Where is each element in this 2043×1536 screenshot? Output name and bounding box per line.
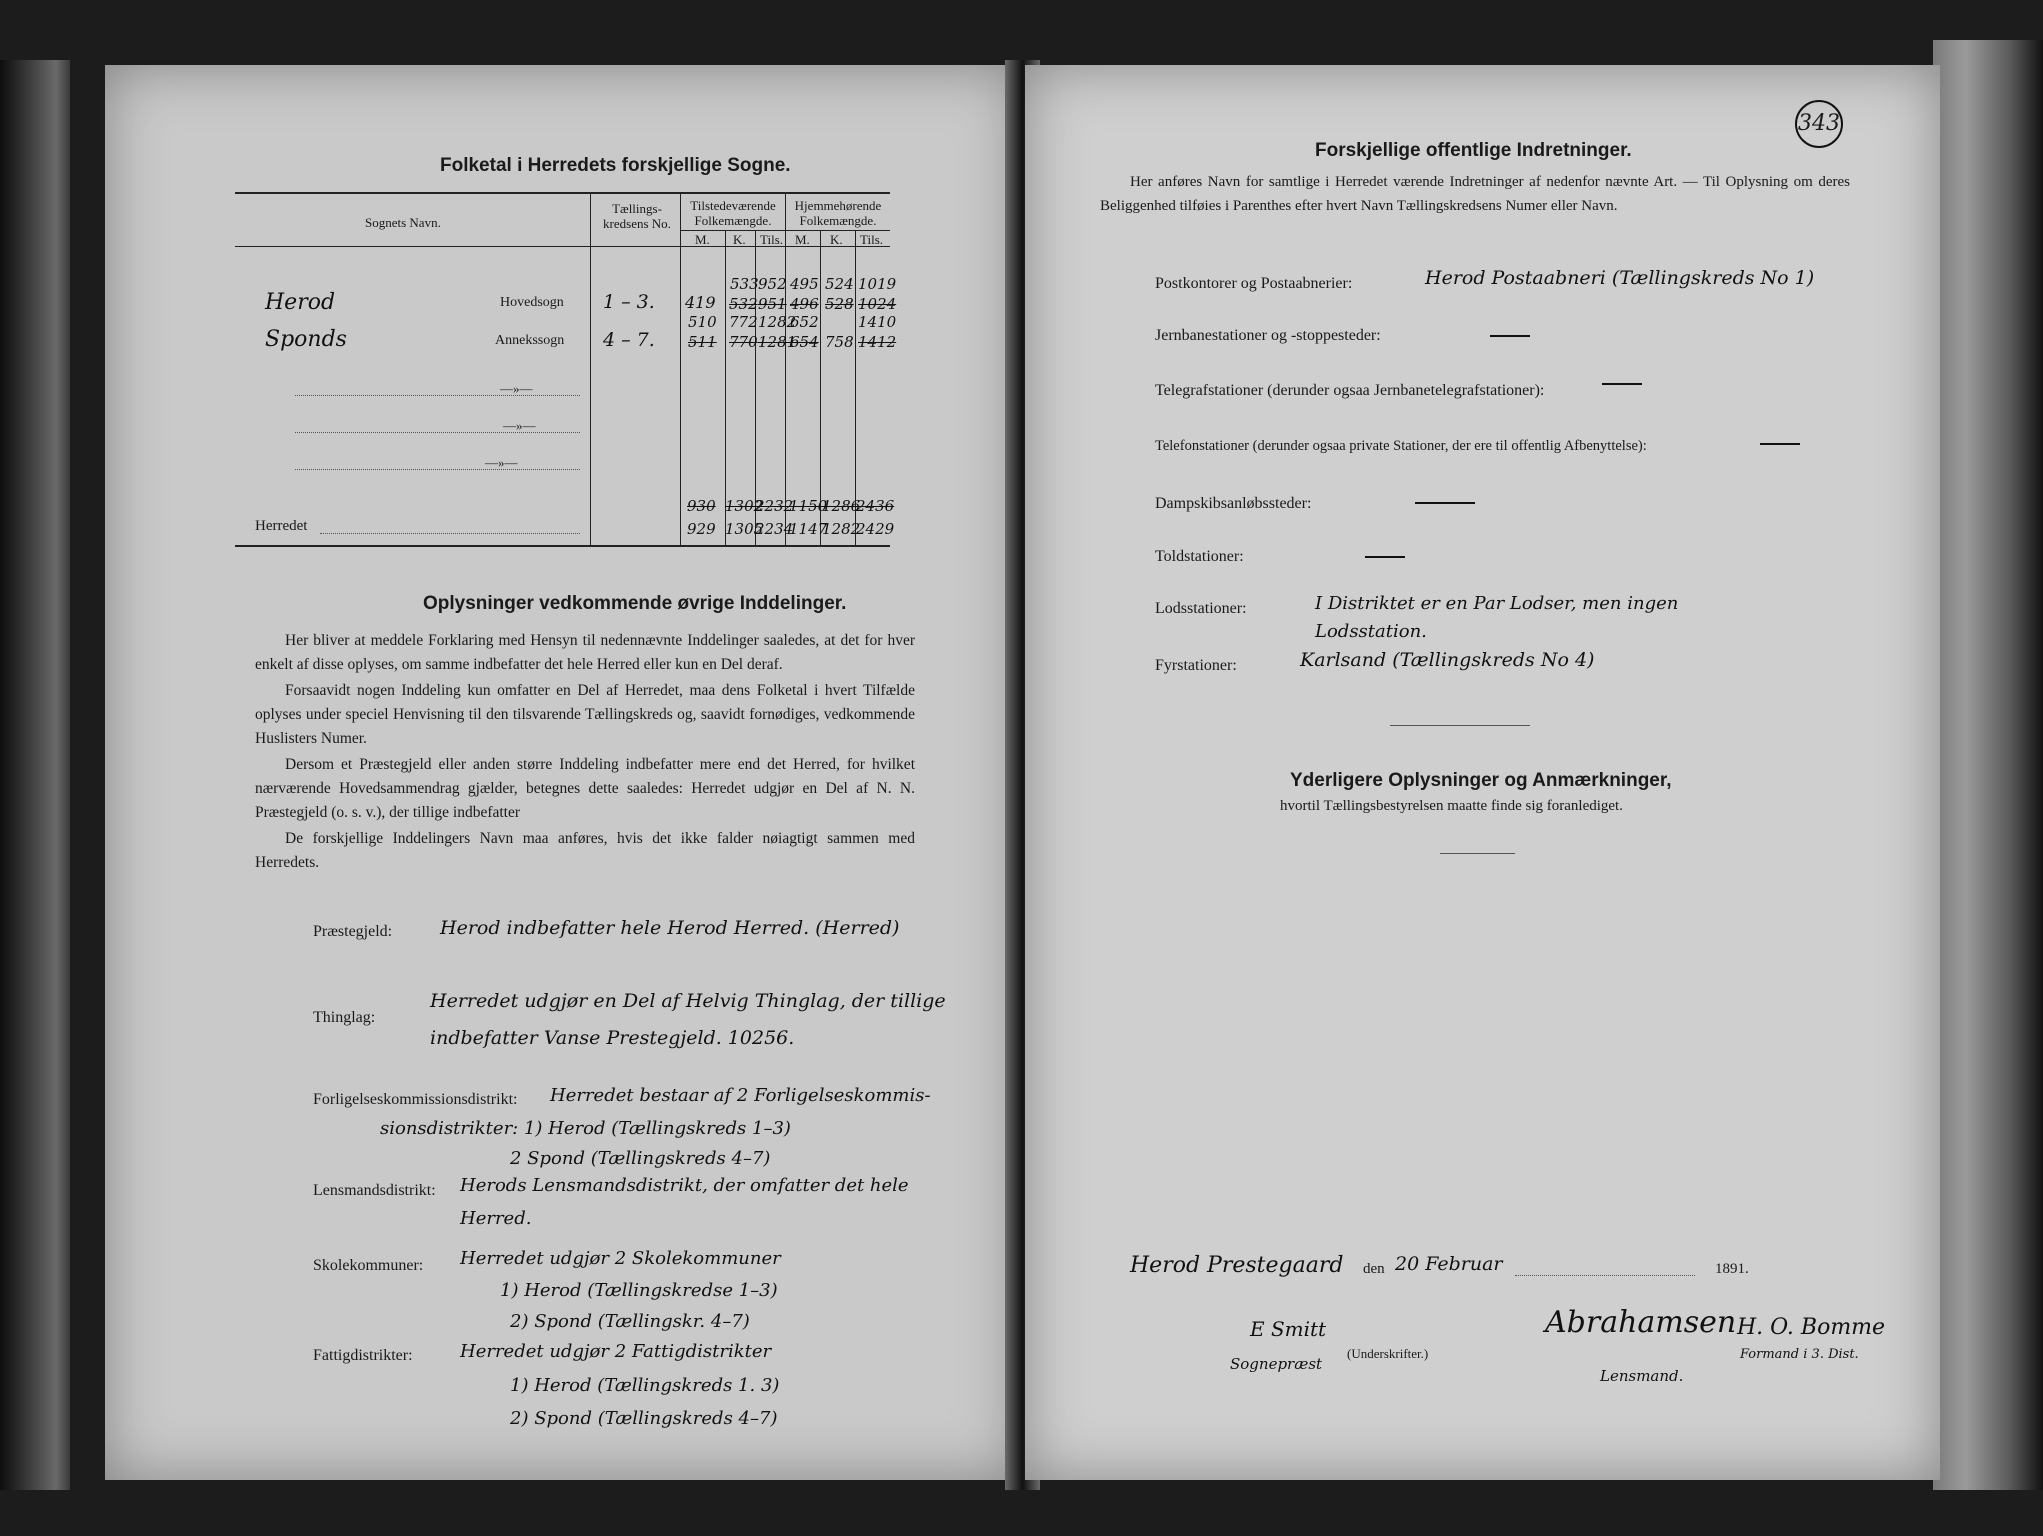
signature-2: Abrahamsen [1545, 1305, 1737, 1340]
paragraph: Dersom et Præstegjeld eller anden større Inddeling indbefatter mere end det Herred, for hvilket nærværende Hovedsammendrag gjælder, betegnes dette saaledes: Herredet udgjør en Del af N. N. Præstegjeld (o. s. v.), der tillige indbefatter [255, 756, 915, 821]
row1-ht: 1024 [858, 295, 897, 313]
entry-label: Lensmandsdistrikt: [313, 1182, 436, 1199]
item-label: Dampskibsanløbssteder: [1155, 495, 1312, 512]
table-title: Folketal i Herredets forskjellige Sogne. [440, 155, 791, 176]
total-leader [320, 533, 580, 534]
entry-value: 2) Spond (Tællingskreds 4–7) [510, 1408, 778, 1429]
header-hm: M. [795, 232, 810, 247]
subheader-rule [680, 230, 890, 231]
table-top-rule [235, 192, 890, 194]
total-top-k: 1302 [725, 497, 764, 515]
left-page [105, 65, 1020, 1480]
row2-ht-top: 1410 [858, 313, 897, 331]
entry-value: 2 Spond (Tællingskreds 4–7) [510, 1148, 771, 1169]
ditto-mark: —»— [500, 381, 533, 396]
row2-krets: 4 – 7. [603, 329, 655, 351]
empty-dash [1602, 383, 1642, 385]
item-label: Telefonstationer (derunder ogsaa private Stationer, der ere til offentlig Afbenyttelse): [1155, 438, 1647, 454]
total-hm: 1147 [789, 520, 828, 538]
right-intro: Her anføres Navn for samtlige i Herredet værende Indretninger af nedenfor nævnte Art. — Til Oplysning om deres Beliggenhed tilføies i Parenthes efter hvert Navn Tællingskredsens Numer eller Navn. [1100, 174, 1850, 214]
item-label: Lodsstationer: [1155, 600, 1247, 617]
ditto-mark: —»— [485, 455, 518, 470]
paragraph: Forsaavidt nogen Inddeling kun omfatter en Del af Herredet, maa dens Folketal i hvert Tilfælde oplyses under speciel Henvisning til den tilsvarende Tællingskreds og, saavidt fornødiges, vedkommende Huslisters Numer. [255, 682, 915, 747]
entry-value: 1) Herod (Tællingskredse 1–3) [500, 1280, 778, 1301]
table-header-rule [235, 246, 890, 247]
page-number: 343 [1795, 100, 1843, 148]
entry-value: indbefatter Vanse Prestegjeld. 10256. [430, 1027, 795, 1049]
row1-ht-top: 1019 [858, 275, 897, 293]
row1-hk: 528 [825, 295, 854, 313]
total-top-t: 2232 [755, 497, 794, 515]
col-divider [785, 192, 786, 545]
header-hjemme: Hjemmehørende Folkemængde. [794, 198, 882, 228]
row2-name: Sponds [265, 327, 347, 352]
date-prefix: den [1363, 1261, 1385, 1277]
book-edge-left [0, 60, 70, 1490]
date: 20 Februar [1395, 1253, 1503, 1275]
total-label: Herredet [255, 518, 308, 534]
paragraph: Her bliver at meddele Forklaring med Hensyn til nedennævnte Inddelinger saaledes, at det for hver enkelt af disse oplyses, om samme indbefatter det hele Herred eller kun en Del deraf. [255, 632, 915, 673]
entry-value: Herredet udgjør en Del af Helvig Thinglag, der tillige [430, 990, 946, 1012]
entry-value: 2) Spond (Tællingskr. 4–7) [510, 1311, 750, 1332]
divider-rule [1390, 725, 1530, 726]
row1-hk-top: 524 [825, 275, 854, 293]
empty-dash [1365, 556, 1405, 558]
header-sogn: Sognets Navn. [365, 215, 441, 230]
row1-tm: 419 [685, 293, 716, 312]
item-value: I Distriktet er en Par Lodser, men ingen Lodsstation. [1315, 593, 1679, 642]
row2-hm: 654 [790, 333, 819, 351]
row2-tk-top: 772 [729, 313, 758, 331]
row1-hm-top: 495 [790, 275, 819, 293]
total-top-m: 930 [687, 497, 716, 515]
col-divider [680, 192, 681, 545]
entry-label: Fattigdistrikter: [313, 1347, 413, 1364]
row2-tm-top: 510 [688, 313, 717, 331]
row2-hm-top: 652 [790, 313, 819, 331]
item-value: Herod Postaabneri (Tællingskreds No 1) [1425, 267, 1815, 289]
total-top-ht: 2436 [856, 497, 895, 515]
blank-row [295, 469, 580, 470]
row2-tm: 511 [688, 333, 717, 351]
section-title: Oplysninger vedkommende øvrige Inddelinger. [423, 593, 847, 614]
item-label: Toldstationer: [1155, 548, 1244, 565]
signature-2-role: Lensmand. [1600, 1367, 1684, 1385]
ditto-mark: —»— [503, 418, 536, 433]
section2-sub: hvortil Tællingsbestyrelsen maatte finde sig foranlediget. [1280, 798, 1623, 814]
entry-label: Skolekommuner: [313, 1257, 424, 1274]
col-divider [590, 192, 591, 545]
date-leader [1515, 1275, 1695, 1276]
total-ht: 2429 [856, 520, 895, 538]
year: 1891. [1715, 1261, 1749, 1277]
row1-name: Herod [265, 290, 336, 315]
header-k: K. [733, 232, 746, 247]
place: Herod Prestegaard [1130, 1253, 1344, 1278]
right-page [1025, 65, 1940, 1480]
paragraph: De forskjellige Inddelingers Navn maa anføres, hvis det ikke falder nøiagtigt sammen med Herredets. [255, 830, 915, 871]
row1-type: Hovedsogn [500, 295, 564, 310]
header-krets: Tællings- kredsens No. [603, 201, 671, 231]
row2-type: Annekssogn [495, 333, 565, 348]
total-m: 929 [687, 520, 716, 538]
blank-row [295, 432, 580, 433]
entry-label: Thinglag: [313, 1009, 376, 1026]
entry-value: Herred. [460, 1208, 532, 1229]
entry-value: Herredet udgjør 2 Skolekommuner [460, 1248, 781, 1269]
row1-hm: 496 [790, 295, 819, 313]
item-label: Telegrafstationer (derunder ogsaa Jernbanetelegrafstationer): [1155, 382, 1545, 399]
row2-hk: 758 [825, 333, 854, 351]
total-t: 2234 [755, 520, 794, 538]
underskrifter: (Underskrifter.) [1347, 1346, 1429, 1361]
item-label: Postkontorer og Postaabnerier: [1155, 275, 1353, 292]
item-value: Karlsand (Tællingskreds No 4) [1300, 649, 1595, 671]
empty-dash [1415, 502, 1475, 504]
entry-value: Herredet bestaar af 2 Forligelseskommis- [550, 1085, 931, 1106]
row1-tk: 532 [729, 295, 758, 313]
signature-1: E Smitt [1250, 1317, 1327, 1341]
row2-tt: 1281 [758, 333, 797, 351]
signature-3-role: Formand i 3. Dist. [1740, 1347, 1859, 1362]
right-title: Forskjellige offentlige Indretninger. [1315, 140, 1632, 161]
total-top-hm: 1150 [789, 497, 828, 515]
table-bottom-rule [235, 545, 890, 547]
entry-value: 1) Herod (Tællingskreds 1. 3) [510, 1375, 780, 1396]
header-m: M. [695, 232, 710, 247]
header-hk: K. [830, 232, 843, 247]
total-top-hk: 1286 [822, 497, 861, 515]
header-htils: Tils. [860, 232, 884, 247]
row1-krets: 1 – 3. [603, 291, 655, 313]
row1-tt-top: 952 [758, 275, 787, 293]
entry-label: Forligelseskommissionsdistrikt: [313, 1091, 518, 1108]
row1-tt: 951 [758, 295, 787, 313]
section2-title: Yderligere Oplysninger og Anmærkninger, [1290, 770, 1672, 791]
empty-dash [1760, 443, 1800, 445]
header-tils: Tils. [760, 232, 784, 247]
row2-tt-top: 1282 [758, 313, 797, 331]
entry-value: Herod indbefatter hele Herod Herred. (Herred) [440, 917, 900, 939]
row1-tk-top: 533 [730, 275, 759, 293]
empty-dash [1490, 335, 1530, 337]
blank-row [295, 395, 580, 396]
entry-value: Herredet udgjør 2 Fattigdistrikter [460, 1341, 772, 1362]
divider-rule [1440, 853, 1515, 854]
book-edge-right [1933, 40, 2043, 1490]
header-tilstede: Tilstedeværende Folkemængde. [690, 198, 776, 228]
total-hk: 1282 [822, 520, 861, 538]
signature-3: H. O. Bomme [1737, 1315, 1886, 1340]
item-label: Jernbanestationer og -stoppesteder: [1155, 327, 1381, 344]
signature-1-role: Sognepræst [1230, 1355, 1323, 1373]
row2-ht: 1412 [858, 333, 897, 351]
entry-value: sionsdistrikter: 1) Herod (Tællingskreds 1–3) [380, 1118, 791, 1139]
entry-label: Præstegjeld: [313, 923, 393, 940]
row2-tk: 770 [729, 333, 758, 351]
entry-value: Herods Lensmandsdistrikt, der omfatter det hele [460, 1175, 909, 1196]
item-label: Fyrstationer: [1155, 657, 1237, 674]
total-k: 1305 [725, 520, 764, 538]
